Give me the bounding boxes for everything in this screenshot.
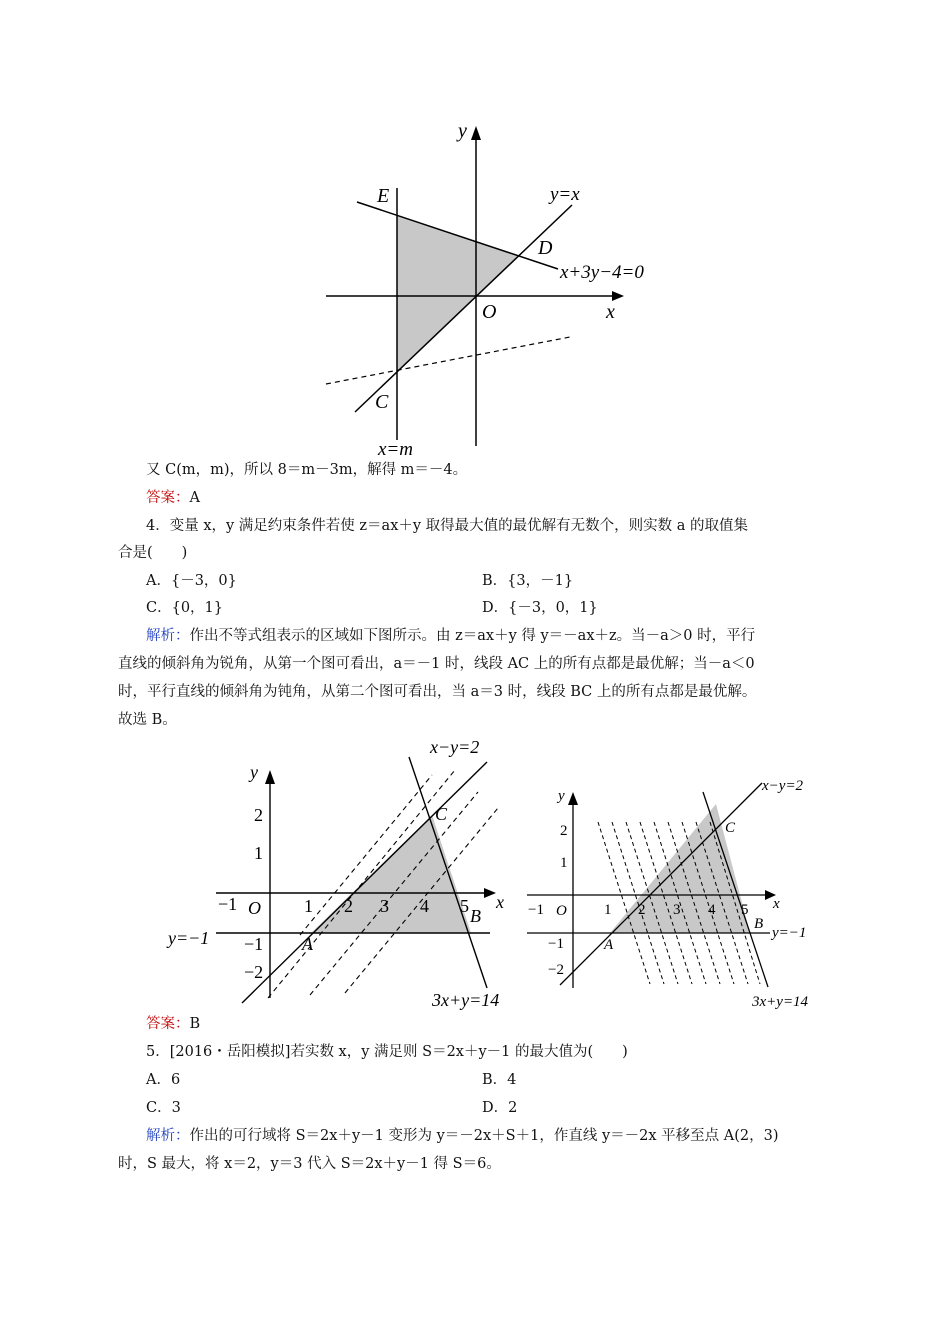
answer-3 — [146, 488, 200, 508]
origin-label: O — [556, 903, 567, 919]
point-c-label: C — [435, 804, 448, 824]
line-y-minus-1-label: y=−1 — [772, 925, 807, 941]
y-axis-arrow — [471, 126, 481, 140]
line-x-m-label: x=m — [378, 439, 413, 460]
x-axis-label: x — [773, 896, 780, 912]
x-tick-5: 5 — [741, 902, 749, 918]
y-axis-label: y — [558, 788, 565, 804]
shaded-region — [311, 815, 471, 933]
question-5-line-1: 5．[2016・岳阳模拟]若实数 x，y 满足则 S＝2x＋y－1 的最大值为( ) — [146, 1044, 628, 1060]
y-tick-minus2: −2 — [548, 962, 564, 978]
answer-label: 答案： — [146, 490, 190, 506]
x-tick-4: 4 — [708, 902, 716, 918]
analysis-text: 作出不等式组表示的区域如下图所示。由 z＝ax＋y 得 y＝－ax＋z。当－a＞0 时，平行 — [189, 628, 756, 644]
x-axis-label: x — [496, 892, 504, 912]
origin-label: O — [248, 898, 261, 918]
point-d-label: D — [538, 237, 553, 259]
analysis-5-line-1 — [146, 1126, 779, 1146]
y-tick-2: 2 — [560, 823, 568, 839]
y-axis-label: y — [458, 120, 467, 142]
x-tick-2: 2 — [638, 902, 646, 918]
y-axis-arrow — [568, 792, 578, 805]
answer-label: 答案： — [146, 1016, 190, 1032]
y-tick-2: 2 — [254, 805, 263, 825]
x-tick-1: 1 — [304, 896, 313, 916]
question-4-option-c: C．{0，1} — [146, 600, 223, 616]
question-4-option-b: B．{3，－1} — [482, 573, 574, 589]
point-b-label: B — [470, 906, 481, 926]
point-c-label: C — [375, 391, 389, 413]
figure-feasible-region-2 — [160, 732, 530, 1017]
analysis-4-line-2: 直线的倾斜角为锐角，从第一个图可看出，a＝－1 时，线段 AC 上的所有点都是最优解；当－a＜0 — [118, 656, 755, 672]
question-4-line-1: 4．变量 x，y 满足约束条件若使 z＝ax＋y 取得最大值的最优解有无数个，则实数 a 的取值集 — [146, 518, 749, 534]
x-tick-3: 3 — [673, 902, 681, 918]
y-tick-1: 1 — [560, 855, 568, 871]
line-y-minus-1-label: y=−1 — [168, 928, 210, 948]
line-x-minus-y-2-label: x−y=2 — [430, 737, 480, 757]
x-tick-2: 2 — [344, 896, 353, 916]
x-tick-minus1: −1 — [218, 894, 238, 914]
line-main-label: x+3y−4=0 — [560, 262, 644, 283]
shaded-region — [397, 216, 518, 372]
question-5-option-c: C．3 — [146, 1100, 181, 1116]
x-tick-3: 3 — [380, 896, 389, 916]
x-axis-label: x — [606, 301, 615, 323]
line-y-eq-x-label: y=x — [550, 184, 580, 205]
question-4-option-d: D．{－3，0，1} — [482, 600, 598, 616]
question-5-option-a: A．6 — [146, 1072, 181, 1088]
y-tick-minus2: −2 — [244, 962, 264, 982]
line-3x-y-14-label: 3x+y=14 — [432, 990, 500, 1010]
figure-feasible-region-1 — [300, 110, 660, 460]
y-tick-1: 1 — [254, 843, 263, 863]
question-5-option-b: B．4 — [482, 1072, 517, 1088]
y-axis-label: y — [250, 762, 258, 782]
figure-feasible-region-3 — [520, 770, 830, 1015]
x-tick-5: 5 — [460, 896, 469, 916]
question-4-line-2: 合是( ) — [118, 545, 188, 561]
x-tick-1: 1 — [604, 902, 612, 918]
analysis-4-line-4: 故选 B。 — [118, 712, 177, 728]
point-b-label: B — [754, 916, 764, 932]
analysis-label: 解析： — [146, 1128, 190, 1144]
point-a-label: A — [604, 937, 614, 953]
analysis-5-line-2: 时，S 最大，将 x＝2，y＝3 代入 S＝2x＋y－1 得 S＝6。 — [118, 1156, 501, 1172]
paragraph-c-point: 又 C(m，m)，所以 8＝m－3m，解得 m＝－4。 — [146, 462, 468, 478]
line-3x-y-14-label: 3x+y=14 — [752, 994, 809, 1010]
x-axis-arrow — [612, 291, 624, 301]
answer-value: B — [189, 1016, 201, 1032]
analysis-text: 作出的可行域将 S＝2x＋y－1 变形为 y＝－2x＋S＋1，作直线 y＝－2x 平移至点 A(2，3) — [189, 1128, 779, 1144]
point-c-label: C — [725, 820, 736, 836]
answer-4 — [146, 1014, 200, 1034]
analysis-label: 解析： — [146, 628, 190, 644]
question-5-option-d: D．2 — [482, 1100, 518, 1116]
point-a-label: A — [302, 934, 313, 954]
analysis-4-line-1 — [146, 626, 755, 646]
dashed-objective-line — [326, 337, 570, 384]
x-tick-minus1: −1 — [528, 902, 544, 918]
analysis-4-line-3: 时，平行直线的倾斜角为钝角，从第二个图可看出，当 a＝3 时，线段 BC 上的所有点都是最优解。 — [118, 684, 757, 700]
point-e-label: E — [377, 185, 390, 207]
x-tick-4: 4 — [420, 896, 429, 916]
y-axis-arrow — [265, 770, 275, 784]
x-axis-arrow — [484, 888, 496, 898]
origin-label: O — [482, 301, 497, 323]
answer-value: A — [189, 490, 200, 506]
y-tick-minus1: −1 — [548, 936, 564, 952]
y-tick-minus1: −1 — [244, 934, 264, 954]
question-4-option-a: A．{－3，0} — [146, 573, 237, 589]
line-x-minus-y-2-label: x−y=2 — [762, 778, 804, 794]
